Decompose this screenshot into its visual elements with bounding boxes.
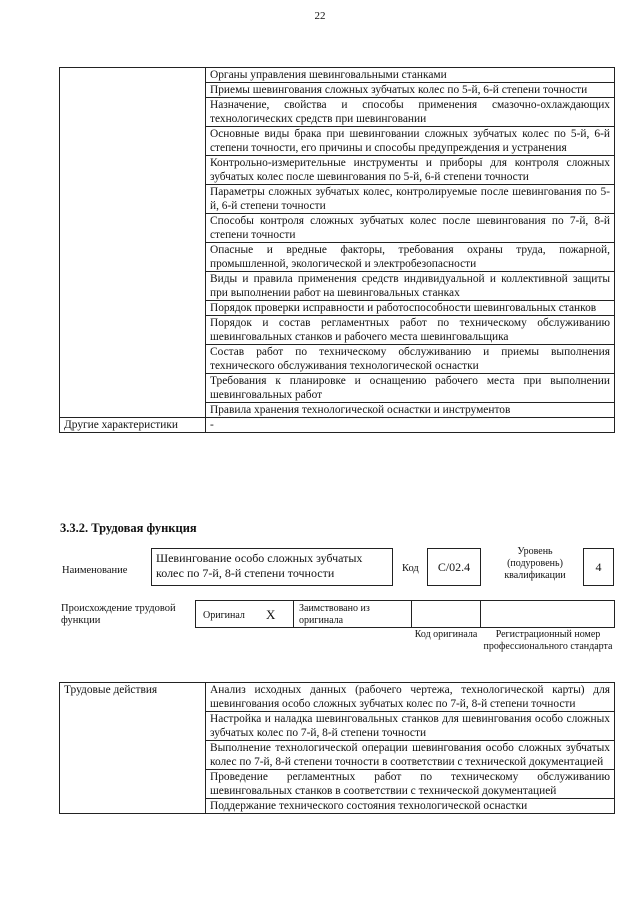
row-label-cell [60, 68, 206, 418]
table-cell: Приемы шевингования сложных зубчатых колес по 5-й, 6-й степени точности [206, 83, 615, 98]
table-cell: Способы контроля сложных зубчатых колес после шевингования по 7-й, 8-й степени точности [206, 214, 615, 243]
original-mark: X [266, 607, 276, 622]
table-cell: Настройка и наладка шевинговальных станков для шевингования особо сложных зубчатых колес по 7-й, 8-й степени точности [206, 712, 615, 741]
other-characteristics-value: - [206, 418, 615, 433]
registration-caption: Регистрационный номер профессионального стандарта [483, 629, 613, 652]
table-cell: Виды и правила применения средств индивидуальной и коллективной защиты при выполнении работ на шевинговальных станках [206, 272, 615, 301]
page-number: 22 [314, 10, 326, 22]
table-cell: Параметры сложных зубчатых колес, контролируемые после шевингования по 5-й, 6-й степени точности [206, 185, 615, 214]
original-cell [195, 600, 294, 628]
section-title: 3.3.2. Трудовая функция [60, 521, 197, 535]
table-row [60, 418, 615, 433]
function-name-box: Шевингование особо сложных зубчатых колес по 7-й, 8-й степени точности [151, 548, 393, 586]
knowledge-table [59, 67, 615, 433]
table-cell: Назначение, свойства и способы применения смазочно-охлаждающих технологических средств при шевинговании [206, 98, 615, 127]
labour-actions-label: Трудовые действия [60, 683, 206, 814]
code-label: Код [402, 563, 419, 574]
origin-code-cell [411, 600, 481, 628]
other-characteristics-label: Другие характеристики [60, 418, 206, 433]
table-cell: Порядок проверки исправности и работоспособности шевинговальных станков [206, 301, 615, 316]
table-cell: Опасные и вредные факторы, требования охраны труда, пожарной, промышленной, экологической и электробезопасности [206, 243, 615, 272]
table-row [60, 68, 615, 83]
original-label: Оригинал [203, 610, 245, 621]
table-row [60, 683, 615, 712]
table-cell: Правила хранения технологической оснастки и инструментов [206, 403, 615, 418]
borrowed-cell: Заимствовано из оригинала [293, 600, 412, 628]
table-cell: Анализ исходных данных (рабочего чертежа, технологической карты) для шевингования особо сложных зубчатых колес по 7-й, 8-й степени точности [206, 683, 615, 712]
table-cell: Основные виды брака при шевинговании сложных зубчатых колес по 5-й, 6-й степени точности, его причины и способы предупреждения и устранения [206, 127, 615, 156]
table-cell: Выполнение технологической операции шевингования особо сложных зубчатых колес по 7-й, 8-й степени точности в соответствии с технической документацией [206, 741, 615, 770]
registration-number-cell [480, 600, 615, 628]
name-label: Наименование [62, 565, 128, 576]
table-cell: Проведение регламентных работ по техническому обслуживанию шевинговальных станков в соответствии с технической документацией [206, 770, 615, 799]
table-cell: Контрольно-измерительные инструменты и приборы для контроля сложных зубчатых колес после шевингования по 5-й, 6-й степени точности [206, 156, 615, 185]
table-cell: Требования к планировке и оснащению рабочего места при выполнении шевинговальных работ [206, 374, 615, 403]
level-box: 4 [583, 548, 614, 586]
function-code-box: C/02.4 [427, 548, 481, 586]
code-caption: Код оригинала [414, 629, 478, 640]
labour-actions-table [59, 682, 615, 814]
origin-label: Происхождение трудовой функции [61, 603, 176, 626]
table-cell: Органы управления шевинговальными станками [206, 68, 615, 83]
table-cell: Поддержание технического состояния технологической оснастки [206, 799, 615, 814]
table-cell: Состав работ по техническому обслуживанию и приемы выполнения технического обслуживания технологической оснастки [206, 345, 615, 374]
level-label: Уровень (подуровень) квалификации [504, 546, 566, 581]
table-cell: Порядок и состав регламентных работ по техническому обслуживанию шевинговальных станков и рабочего места шевинговальщика [206, 316, 615, 345]
